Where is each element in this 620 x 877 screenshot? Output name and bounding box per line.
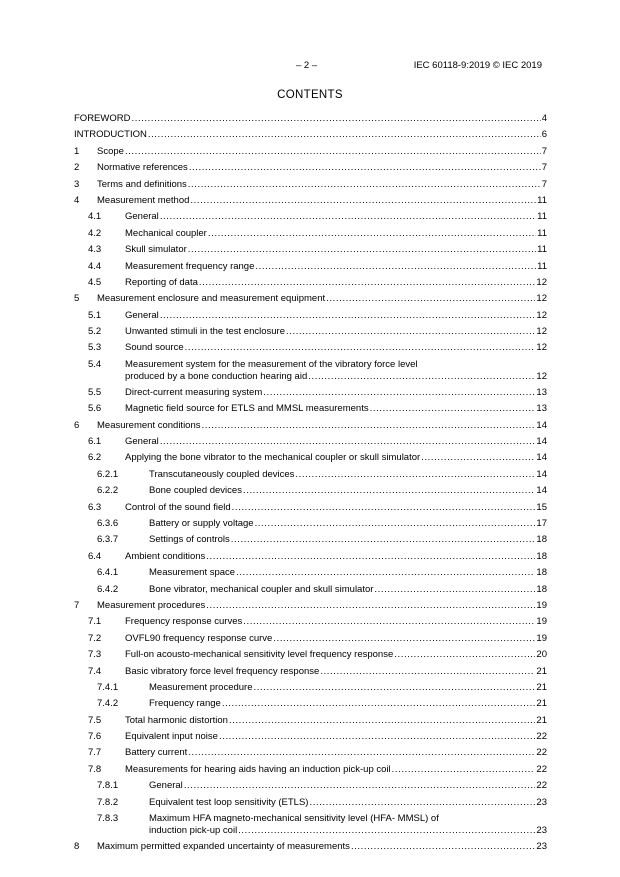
toc-entry-number: 5.5 (88, 386, 102, 398)
toc-entry-title: Total harmonic distortion (125, 714, 228, 726)
toc-entry-title: Measurements for hearing aids having an induction pick-up coil (125, 763, 391, 775)
toc-entry-title: Equivalent input noise (125, 731, 218, 743)
toc-entry-number: 7.8.2 (97, 796, 119, 808)
toc-entry[interactable] (74, 797, 547, 813)
toc-leader-dots (184, 780, 536, 792)
toc-entry-number: 5.3 (88, 342, 102, 354)
toc-entry-page: 18 (536, 534, 547, 546)
toc-entry-number: 7.5 (88, 714, 102, 726)
toc-entry-page: 6 (541, 129, 547, 141)
toc-entry-title: Equivalent test loop sensitivity (ETLS) (149, 796, 309, 808)
toc-leader-dots (286, 326, 535, 338)
toc-entry-page: 7 (541, 178, 547, 190)
toc-entry-number: 6.4 (88, 550, 102, 562)
toc-entry-title: OVFL90 frequency response curve (125, 632, 273, 644)
toc-entry-number: 6.2.2 (97, 485, 119, 497)
toc-entry-number: 8 (74, 841, 80, 853)
toc-entry[interactable] (74, 649, 547, 665)
toc-entry[interactable] (74, 436, 547, 452)
toc-entry-title: Direct-current measuring system (125, 386, 263, 398)
toc-entry-page: 23 (536, 841, 547, 853)
toc-entry-page: 19 (536, 632, 547, 644)
toc-entry-page: 21 (536, 698, 547, 710)
toc-leader-dots (231, 534, 536, 546)
toc-entry-number: 4 (74, 194, 80, 206)
toc-entry-number: 7.3 (88, 649, 102, 661)
toc-entry-page: 23 (536, 796, 547, 808)
toc-entry-title: Battery or supply voltage (149, 517, 254, 529)
toc-entry[interactable] (74, 666, 547, 682)
toc-leader-dots (208, 228, 536, 240)
toc-entry-number: 6.3 (88, 501, 102, 513)
toc-leader-dots (370, 403, 536, 415)
toc-entry-number: 7.8.3 (97, 813, 119, 825)
toc-entry-number: 7.4 (88, 665, 102, 677)
toc-entry-title: Maximum HFA magneto-mechanical sensitivity level (HFA- MMSL) of (149, 813, 439, 825)
toc-entry-page: 11 (537, 211, 547, 223)
toc-entry-page: 22 (536, 780, 547, 792)
toc-entry-number: 1 (74, 145, 80, 157)
toc-leader-dots (202, 420, 536, 432)
toc-leader-dots (125, 146, 541, 158)
toc-entry-page: 22 (536, 731, 547, 743)
toc-entry-page: 15 (536, 501, 547, 513)
toc-entry-page: 7 (541, 162, 547, 174)
table-of-contents (74, 113, 547, 857)
toc-entry-number: 7.8 (88, 763, 102, 775)
toc-entry-page: 12 (536, 293, 547, 305)
toc-entry[interactable] (74, 403, 547, 419)
toc-entry-page: 12 (536, 370, 547, 382)
toc-entry-page: 20 (536, 649, 547, 661)
page-number: – 2 – (296, 60, 318, 71)
toc-entry[interactable] (74, 764, 547, 780)
toc-entry-page: 7 (541, 145, 547, 157)
toc-entry-number: 4.3 (88, 244, 102, 256)
toc-entry-title: Measurement method (97, 194, 190, 206)
toc-entry-title: Frequency range (149, 698, 221, 710)
toc-entry[interactable] (74, 228, 547, 244)
toc-entry-page: 13 (536, 403, 547, 415)
toc-leader-dots (263, 387, 535, 399)
toc-entry[interactable] (74, 485, 547, 501)
toc-entry[interactable] (74, 162, 547, 178)
toc-entry-title: Scope (97, 145, 124, 157)
toc-leader-dots (326, 293, 535, 305)
toc-entry-title: Measurement procedure (149, 681, 253, 693)
toc-entry[interactable] (74, 469, 547, 485)
toc-leader-dots (243, 485, 535, 497)
toc-leader-dots (421, 452, 535, 464)
toc-entry[interactable] (74, 567, 547, 583)
toc-entry[interactable] (74, 244, 547, 260)
toc-entry-title: General (149, 780, 183, 792)
toc-entry-page: 18 (536, 550, 547, 562)
toc-entry[interactable] (74, 600, 547, 616)
toc-leader-dots (189, 162, 541, 174)
toc-entry-page: 23 (536, 825, 547, 837)
toc-entry[interactable] (74, 326, 547, 342)
toc-leader-dots (160, 211, 536, 223)
toc-entry-title: Full-on acousto-mechanical sensitivity level frequency response (125, 649, 394, 661)
toc-entry-number: 6.4.1 (97, 567, 119, 579)
toc-entry-number: 6.4.2 (97, 583, 119, 595)
toc-entry-number: 5.4 (88, 358, 102, 370)
toc-leader-dots (222, 698, 536, 710)
toc-entry[interactable] (74, 731, 547, 747)
toc-entry-number: 4.5 (88, 276, 102, 288)
toc-leader-dots (255, 518, 536, 530)
toc-entry-number: 5.2 (88, 326, 102, 338)
toc-entry-number: 7.1 (88, 616, 102, 628)
toc-entry[interactable] (74, 387, 547, 403)
toc-leader-dots (392, 764, 536, 776)
toc-entry-title: Applying the bone vibrator to the mechanical coupler or skull simulator (125, 452, 421, 464)
toc-entry-title: General (125, 309, 159, 321)
toc-entry-number: 5.1 (88, 309, 102, 321)
toc-entry[interactable] (74, 698, 547, 714)
toc-entry-number: 7.2 (88, 632, 102, 644)
toc-leader-dots (254, 682, 536, 694)
toc-entry-number: 6.1 (88, 436, 102, 448)
toc-entry[interactable] (74, 420, 547, 436)
toc-entry-title: Measurement enclosure and measurement equipment (97, 293, 326, 305)
toc-entry[interactable] (74, 211, 547, 227)
toc-entry-number: 4.4 (88, 260, 102, 272)
toc-leader-dots (131, 113, 540, 125)
toc-leader-dots (394, 649, 535, 661)
toc-leader-dots (188, 747, 535, 759)
toc-leader-dots (185, 342, 536, 354)
toc-leader-dots (219, 731, 535, 743)
toc-leader-dots (309, 797, 535, 809)
toc-entry[interactable] (74, 813, 547, 841)
toc-entry-title: Terms and definitions (97, 178, 187, 190)
toc-leader-dots (199, 277, 536, 289)
toc-entry-page: 12 (536, 309, 547, 321)
toc-entry-page: 13 (536, 386, 547, 398)
toc-entry-number: 7.4.1 (97, 681, 119, 693)
toc-entry-title-continued: induction pick-up coil (149, 825, 238, 837)
toc-entry[interactable] (74, 277, 547, 293)
toc-entry-page: 22 (536, 747, 547, 759)
toc-entry-page: 19 (536, 616, 547, 628)
toc-entry-number: 7.7 (88, 747, 102, 759)
toc-entry-title: General (125, 211, 159, 223)
toc-leader-dots (255, 261, 536, 273)
toc-entry-title: Measurement procedures (97, 599, 206, 611)
toc-entry-title: Measurement space (149, 567, 236, 579)
toc-leader-dots (229, 715, 535, 727)
toc-entry[interactable] (74, 551, 547, 567)
toc-leader-dots (232, 502, 536, 514)
toc-leader-dots (190, 195, 536, 207)
toc-entry-page: 18 (536, 583, 547, 595)
toc-entry[interactable] (74, 518, 547, 534)
toc-entry-number: 6 (74, 419, 80, 431)
toc-entry-number: 6.2 (88, 452, 102, 464)
toc-entry[interactable] (74, 616, 547, 632)
toc-entry-number: 6.3.7 (97, 534, 119, 546)
toc-entry[interactable] (74, 129, 547, 145)
toc-entry-number: 2 (74, 162, 80, 174)
toc-entry-title: Frequency response curves (125, 616, 243, 628)
toc-entry-title: Normative references (97, 162, 188, 174)
toc-entry-number: 3 (74, 178, 80, 190)
toc-leader-dots (206, 551, 535, 563)
toc-entry-title: Measurement frequency range (125, 260, 255, 272)
toc-leader-dots (273, 633, 535, 645)
toc-entry-page: 14 (536, 419, 547, 431)
toc-leader-dots (308, 371, 535, 383)
toc-entry-page: 22 (536, 763, 547, 775)
toc-entry-page: 11 (537, 194, 547, 206)
toc-entry-page: 14 (536, 485, 547, 497)
toc-entry-number: 7.4.2 (97, 698, 119, 710)
toc-entry-title: Settings of controls (149, 534, 230, 546)
toc-entry-page: 21 (536, 681, 547, 693)
toc-entry[interactable] (74, 841, 547, 857)
toc-entry-number: 6.3.6 (97, 517, 119, 529)
toc-entry-title: Measurement system for the measurement of the vibratory force level (125, 358, 418, 370)
toc-entry[interactable] (74, 342, 547, 358)
toc-entry-title-continued: produced by a bone conduction hearing aid (125, 370, 308, 382)
toc-entry-page: 12 (536, 276, 547, 288)
contents-title: CONTENTS (277, 89, 343, 101)
toc-entry-page: 11 (537, 227, 547, 239)
toc-entry[interactable] (74, 146, 547, 162)
toc-entry-number: 5 (74, 293, 80, 305)
toc-entry-title: Unwanted stimuli in the test enclosure (125, 326, 285, 338)
toc-leader-dots (160, 436, 536, 448)
toc-entry-page: 14 (536, 468, 547, 480)
toc-entry-page: 11 (537, 244, 547, 256)
toc-entry[interactable] (74, 310, 547, 326)
toc-entry-page: 14 (536, 436, 547, 448)
toc-entry-title: Maximum permitted expanded uncertainty of measurements (97, 841, 350, 853)
toc-entry[interactable] (74, 682, 547, 698)
toc-entry-page: 18 (536, 567, 547, 579)
toc-entry-title: Measurement conditions (97, 419, 201, 431)
toc-leader-dots (351, 841, 535, 853)
toc-entry[interactable] (74, 452, 547, 468)
toc-leader-dots (243, 616, 535, 628)
toc-entry[interactable] (74, 195, 547, 211)
toc-entry-title: Reporting of data (125, 276, 198, 288)
toc-entry-title: Basic vibratory force level frequency response (125, 665, 320, 677)
toc-leader-dots (160, 310, 536, 322)
toc-entry-page: 21 (536, 714, 547, 726)
toc-entry-number: 5.6 (88, 403, 102, 415)
toc-entry[interactable] (74, 261, 547, 277)
toc-entry[interactable] (74, 293, 547, 309)
toc-entry[interactable] (74, 179, 547, 195)
toc-entry-title: General (125, 436, 159, 448)
toc-leader-dots (320, 666, 535, 678)
toc-entry-title: Bone vibrator, mechanical coupler and skull simulator (149, 583, 374, 595)
toc-entry-title: Ambient conditions (125, 550, 206, 562)
toc-entry-number: 7.6 (88, 731, 102, 743)
toc-entry-title: Control of the sound field (125, 501, 231, 513)
toc-entry-page: 21 (536, 665, 547, 677)
toc-entry-title: Sound source (125, 342, 184, 354)
toc-entry[interactable] (74, 715, 547, 731)
toc-entry-title: Bone coupled devices (149, 485, 242, 497)
toc-entry-page: 14 (536, 452, 547, 464)
toc-entry[interactable] (74, 780, 547, 796)
toc-entry[interactable] (74, 534, 547, 550)
toc-leader-dots (238, 825, 535, 837)
toc-entry[interactable] (74, 584, 547, 600)
toc-leader-dots (206, 600, 535, 612)
toc-entry-title: Magnetic field source for ETLS and MMSL measurements (125, 403, 369, 415)
toc-leader-dots (295, 469, 535, 481)
document-reference: IEC 60118-9:2019 © IEC 2019 (413, 60, 542, 71)
toc-entry-page: 11 (537, 260, 547, 272)
toc-entry-number: 4.1 (88, 211, 102, 223)
toc-entry-page: 19 (536, 599, 547, 611)
toc-entry[interactable] (74, 747, 547, 763)
toc-leader-dots (188, 179, 541, 191)
toc-entry[interactable] (74, 359, 547, 387)
toc-leader-dots (236, 567, 535, 579)
toc-entry-title: Mechanical coupler (125, 227, 207, 239)
toc-entry[interactable] (74, 633, 547, 649)
toc-entry-number: 6.2.1 (97, 468, 119, 480)
toc-entry-page: 12 (536, 342, 547, 354)
toc-entry-title: Transcutaneously coupled devices (149, 468, 295, 480)
toc-leader-dots (188, 244, 536, 256)
toc-entry-title: FOREWORD (74, 113, 131, 124)
toc-entry-page: 4 (541, 113, 547, 124)
toc-leader-dots (374, 584, 535, 596)
page-header (0, 60, 620, 74)
toc-entry-title: Skull simulator (125, 244, 187, 256)
toc-entry-number: 4.2 (88, 227, 102, 239)
toc-entry-title: Battery current (125, 747, 188, 759)
toc-entry-page: 12 (536, 326, 547, 338)
toc-entry[interactable] (74, 502, 547, 518)
toc-entry-page: 17 (536, 517, 547, 529)
toc-leader-dots (148, 129, 541, 141)
toc-entry-number: 7.8.1 (97, 780, 119, 792)
toc-entry-number: 7 (74, 599, 80, 611)
toc-entry[interactable] (74, 113, 547, 129)
toc-entry-title: INTRODUCTION (74, 129, 147, 141)
